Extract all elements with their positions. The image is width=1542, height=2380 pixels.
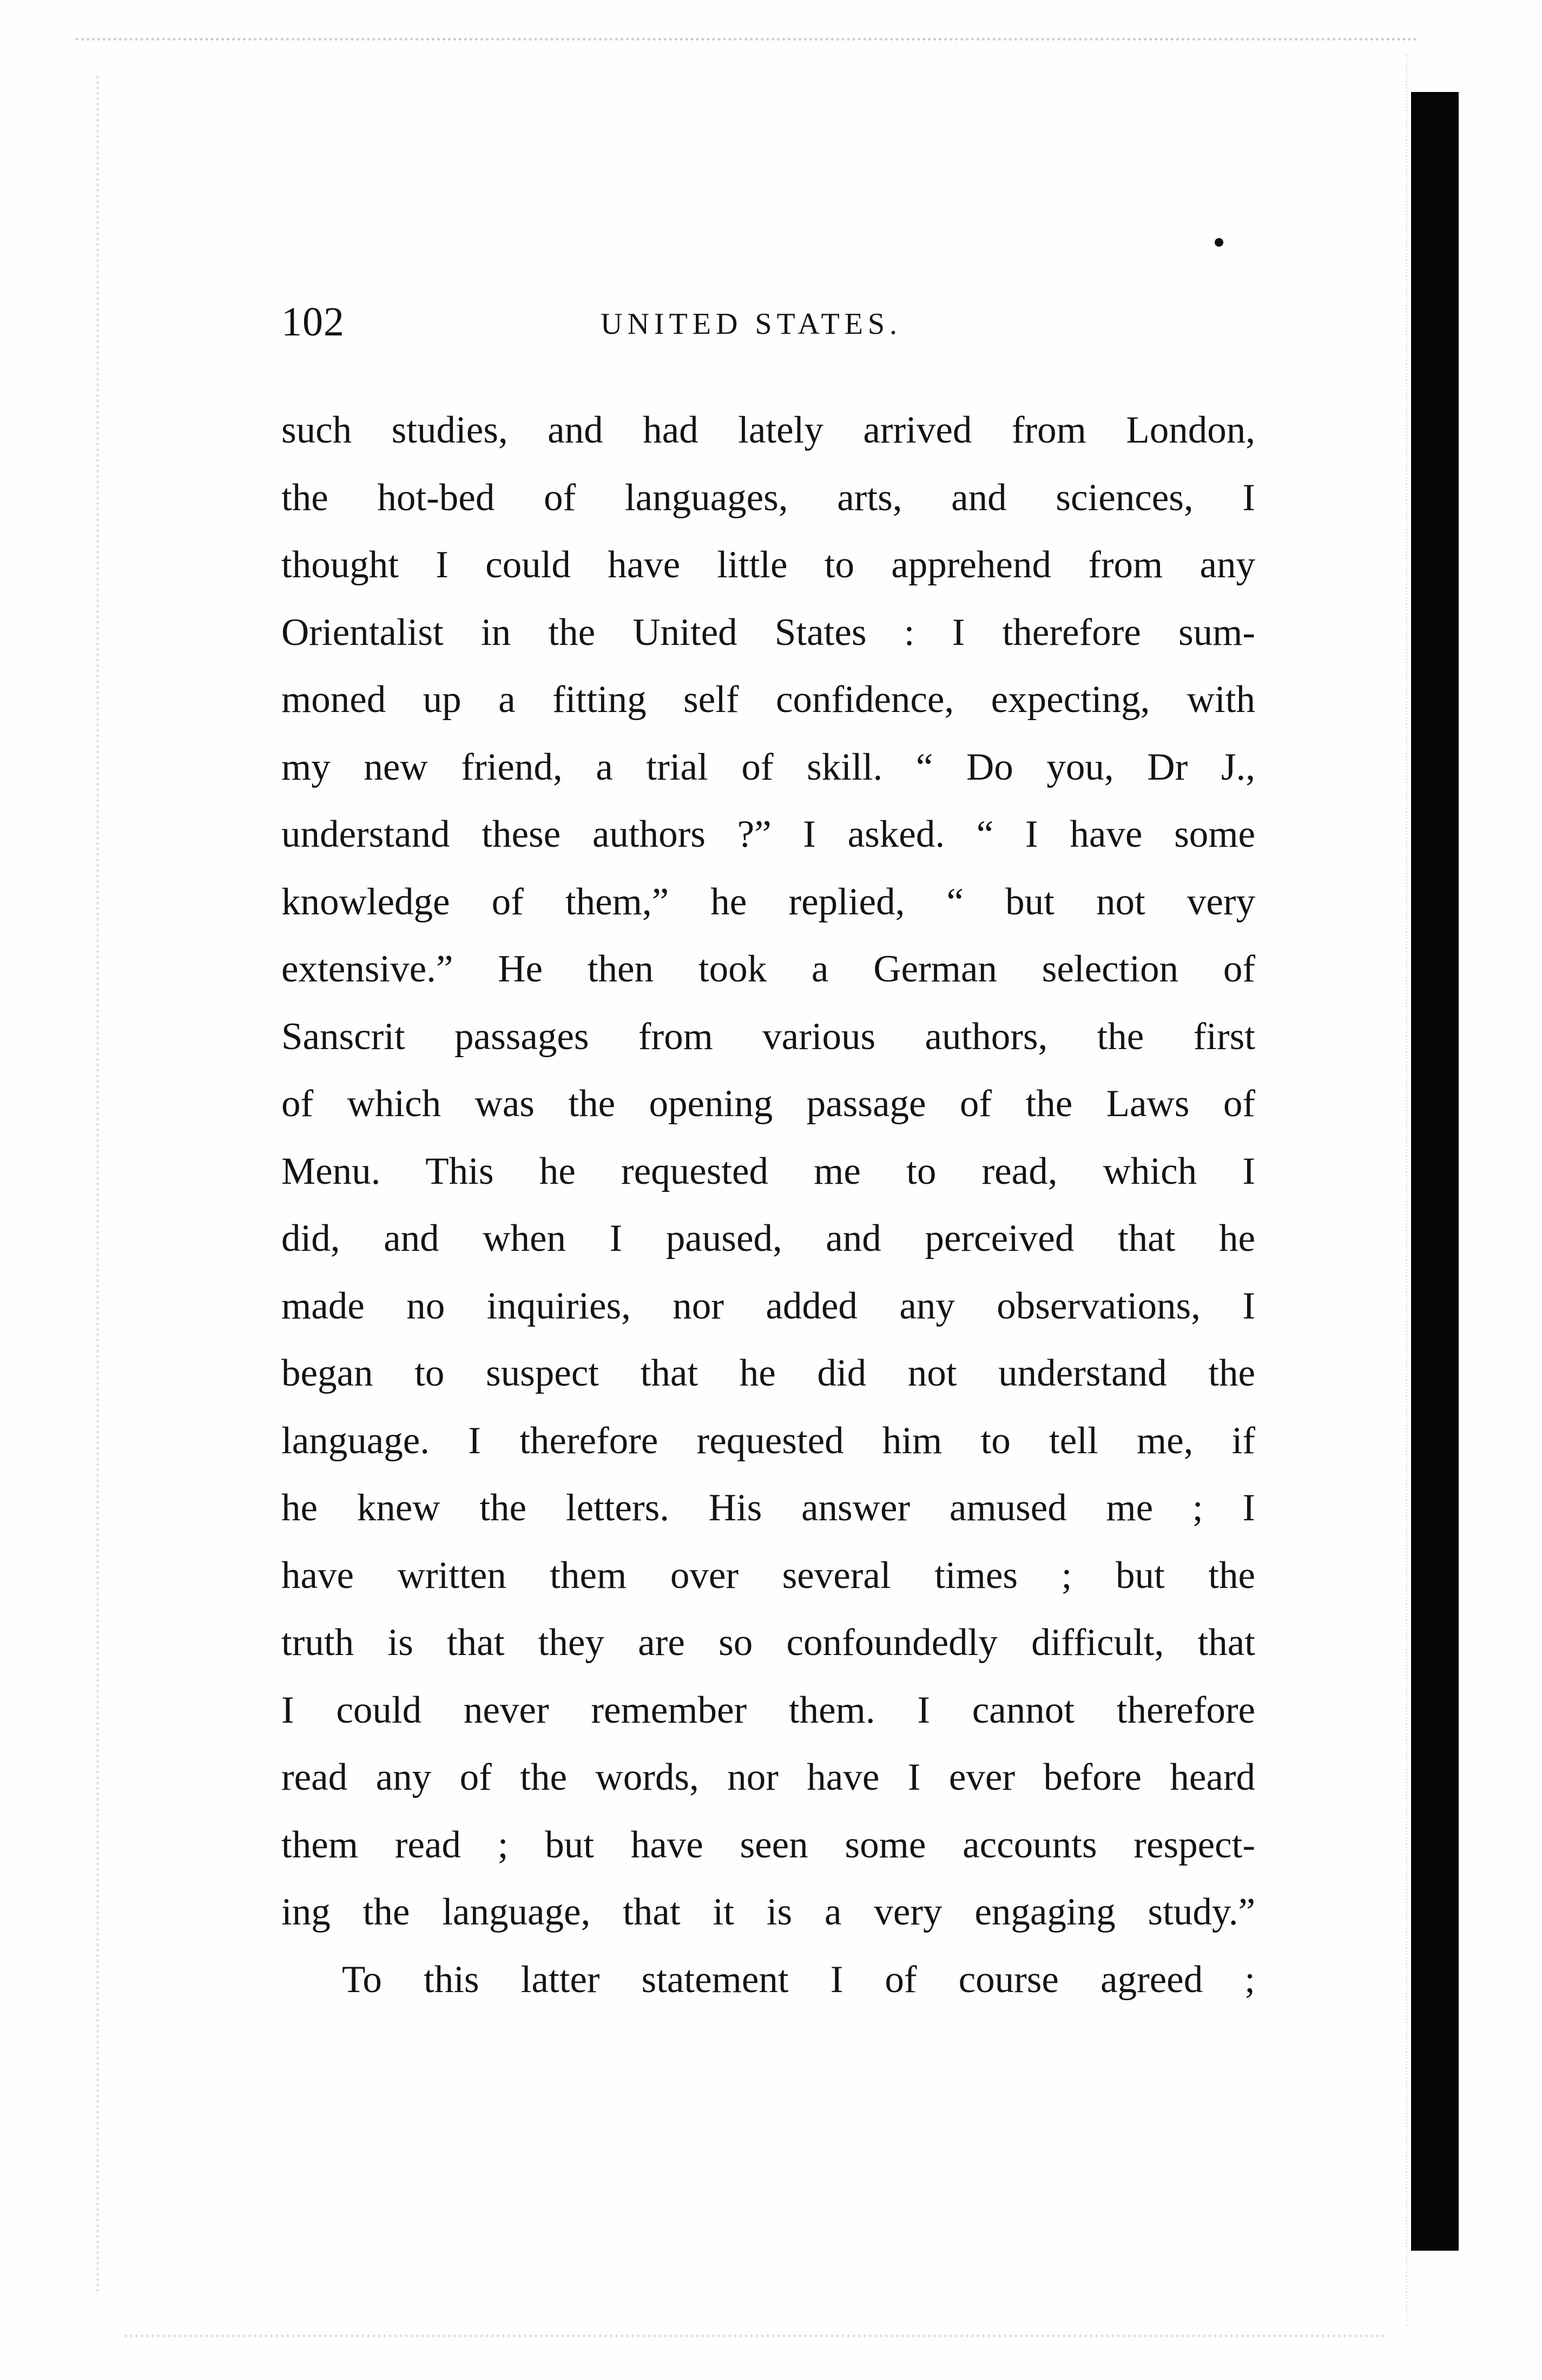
text-line: my new friend, a trial of skill. “ Do you, Dr J., [281,746,1255,788]
paragraph-first-line: To this latter statement I of course agreed ; [342,1958,1255,2001]
text-line: I could never remember them. I cannot therefore [281,1689,1255,1731]
ink-speck [1215,238,1223,247]
text-line: extensive.” He then took a German selection of [281,948,1255,990]
binding-strip [1411,92,1459,2251]
text-line: ing the language, that it is a very engaging study.” [281,1891,1255,1933]
text-line: did, and when I paused, and perceived that he [281,1217,1255,1260]
text-line: he knew the letters. His answer amused me ; I [281,1487,1255,1529]
text-line: Orientalist in the United States : I therefore sum- [281,611,1255,654]
text-line: made no inquiries, nor added any observations, I [281,1284,1255,1327]
page-number: 102 [281,299,345,345]
text-line: language. I therefore requested him to tell me, if [281,1419,1255,1462]
text-line: understand these authors ?” I asked. “ I have some [281,813,1255,855]
text-line: Sanscrit passages from various authors, the first [281,1015,1255,1058]
text-line: moned up a fitting self confidence, expecting, with [281,678,1255,721]
text-line: have written them over several times ; but the [281,1554,1255,1597]
text-line: read any of the words, nor have I ever before heard [281,1756,1255,1798]
text-line: thought I could have little to apprehend from any [281,544,1255,586]
page-bottom-edge [124,2335,1385,2337]
body-text [281,397,1255,2013]
text-line: the hot-bed of languages, arts, and sciences, I [281,476,1255,519]
page-right-edge [1406,54,1407,2326]
running-header [281,295,985,354]
text-line: truth is that they are so confoundedly difficult, that [281,1621,1255,1664]
running-title: UNITED STATES. [601,307,902,341]
text-line: such studies, and had lately arrived from London, [281,409,1255,451]
text-line: of which was the opening passage of the Laws of [281,1083,1255,1125]
text-line: began to suspect that he did not understand the [281,1352,1255,1394]
text-line: them read ; but have seen some accounts respect- [281,1823,1255,1866]
text-line: knowledge of them,” he replied, “ but not very [281,880,1255,923]
text-line: Menu. This he requested me to read, which I [281,1150,1255,1192]
page-left-edge [96,76,99,2294]
page-top-edge [76,38,1418,41]
